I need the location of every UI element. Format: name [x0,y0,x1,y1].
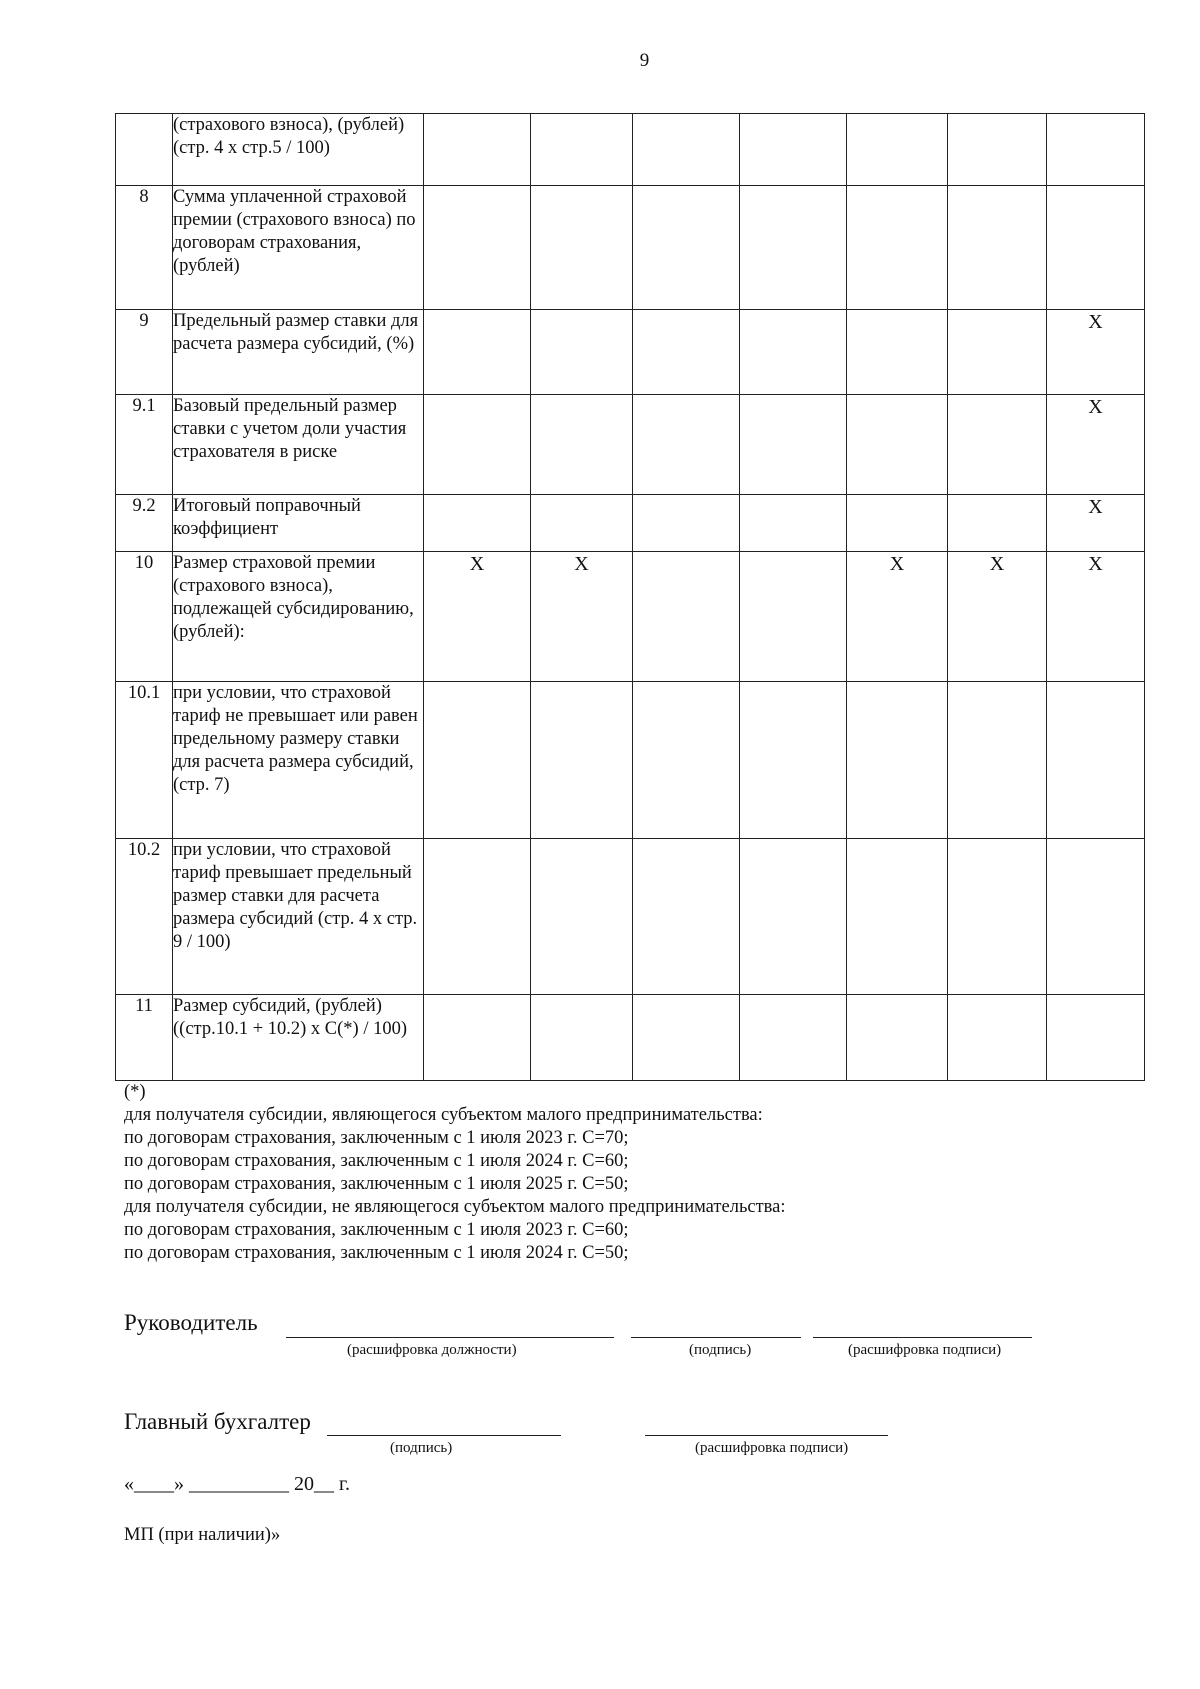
table-cell [740,682,847,839]
row-label: Размер субсидий, (рублей) ((стр.10.1 + 10.2) х С(*) / 100) [173,995,424,1081]
table-cell [424,495,531,552]
director-decoding-caption: (расшифровка подписи) [848,1342,1002,1358]
director-position-caption: (расшифровка должности) [347,1342,517,1358]
table-row [116,114,1145,186]
table-cell [531,682,633,839]
table-cell [948,114,1047,186]
accountant-signature-caption: (подпись) [390,1440,453,1456]
table-cell: X [1047,552,1145,682]
footnote-line: для получателя субсидии, являющегося субъектом малого предпринимательства: [124,1105,763,1125]
table-cell [424,395,531,495]
director-title: Руководитель [124,1310,258,1335]
table-cell [948,995,1047,1081]
table-cell: X [531,552,633,682]
table-cell [948,495,1047,552]
row-label: Предельный размер ставки для расчета размера субсидий, (%) [173,310,424,395]
table-cell [633,310,740,395]
table-cell: X [948,552,1047,682]
row-number: 10.2 [116,839,173,995]
table-cell [633,995,740,1081]
footnote-line: по договорам страхования, заключенным с 1 июля 2024 г. С=60; [124,1151,629,1171]
row-number [116,114,173,186]
row-label: Размер страховой премии (страхового взноса), подлежащей субсидированию, (рублей): [173,552,424,682]
row-label: Итоговый поправочный коэффициент [173,495,424,552]
table-cell [740,395,847,495]
accountant-signature-line [327,1435,561,1436]
table-cell: X [847,552,948,682]
table-cell [633,186,740,310]
footnote-line: по договорам страхования, заключенным с 1 июля 2023 г. С=70; [124,1128,629,1148]
table-row [116,682,1145,839]
table-row [116,495,1145,552]
table-cell: X [1047,495,1145,552]
table-cell [424,682,531,839]
director-signature-caption: (подпись) [689,1342,752,1358]
table-cell [531,995,633,1081]
table-row [116,186,1145,310]
table-cell [1047,682,1145,839]
row-number: 10.1 [116,682,173,839]
table-cell [633,552,740,682]
row-label: Сумма уплаченной страховой премии (страхового взноса) по договорам страхования, (рублей) [173,186,424,310]
table-cell [847,995,948,1081]
footnote-line: по договорам страхования, заключенным с 1 июля 2023 г. С=60; [124,1220,629,1240]
table-cell [531,114,633,186]
table-cell [847,310,948,395]
table-cell: X [424,552,531,682]
row-number: 10 [116,552,173,682]
table-cell [847,186,948,310]
table-cell [633,839,740,995]
table-cell [1047,186,1145,310]
table-cell [948,186,1047,310]
table-cell [1047,114,1145,186]
footnote-line: по договорам страхования, заключенным с 1 июля 2024 г. С=50; [124,1243,629,1263]
table-cell [1047,995,1145,1081]
row-label: Базовый предельный размер ставки с учетом доли участия страхователя в риске [173,395,424,495]
row-label: (страхового взноса), (рублей) (стр. 4 х стр.5 / 100) [173,114,424,186]
table-cell [424,839,531,995]
table-cell [740,552,847,682]
row-number: 9.1 [116,395,173,495]
director-position-line [286,1337,614,1338]
table-cell [948,839,1047,995]
stamp-note: МП (при наличии)» [124,1525,281,1545]
table-cell [633,395,740,495]
table-cell [847,495,948,552]
table-cell [740,995,847,1081]
table-cell [847,395,948,495]
table-cell [424,114,531,186]
table-cell [740,839,847,995]
table-cell [424,186,531,310]
table-row [116,839,1145,995]
director-signature-line [631,1337,801,1338]
row-label: при условии, что страховой тариф превышает предельный размер ставки для расчета размера субсидий (стр. 4 х стр. 9 / 100) [173,839,424,995]
table-cell [740,186,847,310]
table-row [116,310,1145,395]
subsidy-calculation-table [115,113,1145,1081]
table-cell [633,682,740,839]
table-cell [531,310,633,395]
table-cell [740,310,847,395]
footnote-line: по договорам страхования, заключенным с 1 июля 2025 г. С=50; [124,1174,629,1194]
table-cell [948,310,1047,395]
accountant-decoding-line [645,1435,888,1436]
footnote-line: (*) [124,1082,146,1102]
table-cell [531,495,633,552]
row-number: 11 [116,995,173,1081]
row-label: при условии, что страховой тариф не превышает или равен предельному размеру ставки для расчета размера субсидий, (стр. 7) [173,682,424,839]
table-cell [531,186,633,310]
table-cell [633,114,740,186]
footnote-line: для получателя субсидии, не являющегося субъектом малого предпринимательства: [124,1197,786,1217]
table-cell [740,114,847,186]
table-cell [847,114,948,186]
table-cell: X [1047,310,1145,395]
table-cell [633,495,740,552]
table-row [116,395,1145,495]
page-number: 9 [639,50,650,71]
row-number: 8 [116,186,173,310]
table-cell [531,395,633,495]
table-cell [424,310,531,395]
row-number: 9.2 [116,495,173,552]
table-cell: X [1047,395,1145,495]
row-number: 9 [116,310,173,395]
table-cell [424,995,531,1081]
director-decoding-line [813,1337,1032,1338]
footnote [124,1081,786,1265]
table-row [116,995,1145,1081]
accountant-decoding-caption: (расшифровка подписи) [695,1440,849,1456]
table-cell [948,395,1047,495]
accountant-title: Главный бухгалтер [124,1409,311,1434]
table-cell [847,839,948,995]
table-cell [948,682,1047,839]
table-cell [1047,839,1145,995]
table-row [116,552,1145,682]
table-cell [847,682,948,839]
table-cell [740,495,847,552]
table-cell [531,839,633,995]
date-line: «____» __________ 20__ г. [124,1473,350,1495]
